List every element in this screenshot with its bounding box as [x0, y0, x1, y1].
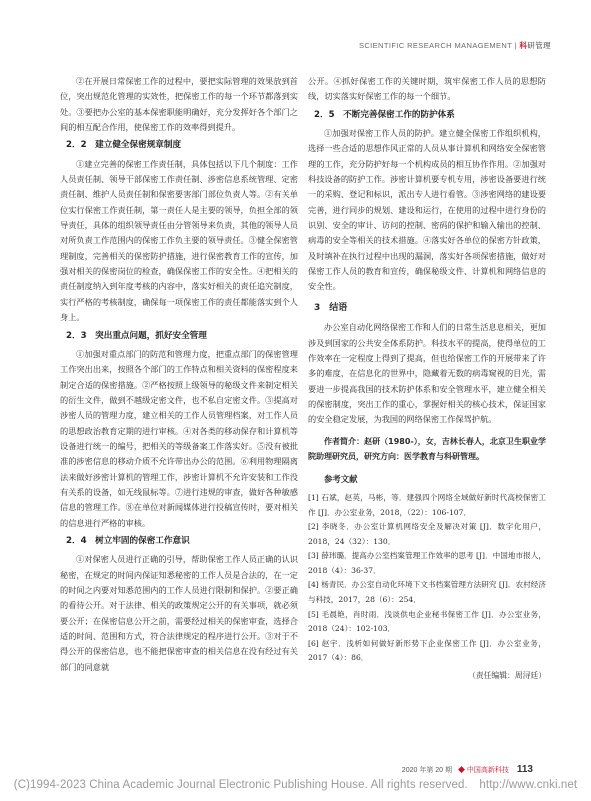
page-footer — [402, 764, 533, 775]
section-heading-2-4: 2．4 树立牢固的保密工作意识 — [66, 535, 190, 546]
reference-item: [3] 薛玮璐．提高办公室档案管理工作效率的思考 [J]．中国地市报人，2018（4）：36-37． — [308, 551, 546, 575]
running-header — [359, 40, 551, 51]
paragraph: ①对保密人员进行正确的引导，帮助保密工作人员正确的认识秘密，在规定的时间内保证知悉秘密的工作人员是合法的，在一定的时间之内要对知悉范围内的工作人员进行限制和保护。②要正确的看待公开。对于法律、相关的政策规定公开的有关事项，就必须要公开；在保密信息公开之前，需要经过相关的保密审查，选择合适的时间、范围和方式，符合法律规定的程序进行公开。③对于不得公开的保密信息，也不能把保密审查的相关信息在没有经过有关部门的同意就 — [60, 554, 298, 672]
issue-label: 2020 年第 20 期 — [401, 767, 452, 774]
journal-name-en: SCIENTIFIC RESEARCH MANAGEMENT | — [358, 41, 517, 50]
paragraph: ①建立完善的保密工作责任制，具体包括以下几个制度：工作人员责任制、领导干部保密工作责任制、涉密信息系统管理、定密责任制、维护人员责任制和保密要害部门部位负责人等。②有关单位实行保密工作责任制，第一责任人是主要的领导，负担全部的领导责任，具体的组织领导责任由分管领导来负责，其他的领导人员对所负责工作范围内的保密工作负主要的领导责任。③健全保密管理制度，完善相关的保密防护措施，进行保密教育工作的宣传，加强对相关的保密岗位的检查，确保保密工作的安全性。④把相关的责任制度纳入到年度考核的内容中，落实好相关的责任追究制度，实行严格的考核制度，确保每一项保密工作的责任都能落实到个人身上。 — [60, 158, 298, 323]
reference-item: [6] 赵宇．浅析如何做好新形势下企业保密工作 [J]．办公室业务，2017（4）：86． — [308, 638, 546, 663]
responsible-editor: （责任编辑：周浔廷） — [468, 671, 546, 681]
section-heading-2-2: 2．2 建立健全保密规章制度 — [66, 140, 182, 151]
journal-logo-text: 研管理 — [527, 41, 551, 50]
paragraph: ①加强对重点部门的防范和管理力度，把重点部门的保密管理工作突出出来，按照各个部门的工作特点和相关资料的保密程度来制定合适的保密措施。②严格按照上级领导的秘级文件来制定相关的衍生文件，做到不越级定密文件，也不私自定密文件。③提高对涉密人员的管理力度，建立相关的工作人员管理档案，对工作人员的思想政治教育定期的进行审核。④对各类的移动保存和计算机等设备进行统一的编号，把相关的等级备案工作落实好。⑤没有被批准的涉密信息的移动介质不允许带出办公的范围。⑥利用物理隔离法来做好涉密计算机的管理工作，涉密计算机不允许安装和工作没有关系的设备，如无线鼠标等。⑦进行违规的审查，做好各种敏感信息的管理工作。⑧在单位对新闻媒体进行投稿宣传时，要对相关的信息进行严格的审核。 — [60, 348, 298, 528]
copyright-watermark: (C)1994-2023 China Academic Journal Electronic Publishing House. All rights reserved. http://www.cnki.net — [13, 779, 578, 791]
paragraph: 办公室自动化网络保密工作和人们的日常生活息息相关，更加涉及到国家的公共安全体系防护。科技水平的提高，使得单位的工作效率在一定程度上得到了提高，但也给保密工作的开展带来了许多的难度，在信息化的世界中，隐藏着无数的病毒窥视的目光，需要进一步提高我国的技术防护体系和安全管理水平，建立健全相关的保密制度，突出工作的重心，掌握好相关的核心技术，保证国家的安全稳定发展，为我国的网络保密工作保驾护航。 — [308, 322, 546, 425]
reference-item: [1] 石斌，赵英，马彬，等．建强四个网络全域做好新时代高校保密工作 [J]．办公室业务，2018，（22）：106-107． — [308, 492, 546, 517]
reference-item: [2] 李晓冬．办公室计算机网络安全及解决对策 [J]．数字化用户，2018，24（32）：130． — [308, 522, 546, 546]
paragraph: 公开。④抓好保密工作的关键时期，筑牢保密工作人员的思想防线，切实落实好保密工作的每一个细节。 — [308, 76, 546, 102]
page-number: 113 — [516, 764, 533, 775]
author-bio: 作者简介：赵研（1980-），女，吉林长春人，北京卫生职业学院助理研究员，研究方向：医学教育与科研管理。 — [308, 436, 546, 461]
reference-item: [4] 杨青民．办公室自动化环境下文书档案管理方法研究 [J]．农村经济与科技，2017，28（6）：254． — [308, 580, 546, 605]
left-column — [60, 74, 298, 675]
right-column — [308, 74, 546, 683]
reference-item: [5] 毛晨艳，肖时雨．浅谈供电企业秘书保密工作 [J]．办公室业务，2018（24）：102-103． — [308, 609, 546, 634]
journal-logo-char: 科 — [519, 41, 528, 50]
section-heading-2-3: 2．3 突出重点问题，抓好安全管理 — [66, 330, 207, 341]
paragraph: ②在开展日常保密工作的过程中，要把实际管理的效果放到首位，突出规范化管理的实效性，把保密工作的每一个环节都落到实处。③要把办公室的基本保密职能明确好，充分发挥好各个部门之间的相互配合作用，使保密工作的效率得到提升。 — [60, 76, 298, 133]
section-heading-2-5: 2．5 不断完善保密工作的防护体系 — [314, 109, 455, 120]
reference-list — [308, 491, 546, 666]
section-heading-conclusion: 3 结语 — [314, 302, 348, 313]
paragraph: ①加强对保密工作人员的防护。建立健全保密工作组织机构，选择一些合适的思想作风正常的人员从事计算机和网络安全保密管理的工作，充分防护好每一个机构成员的相互协作作用。②加强对科技设备的防护工作。涉密计算机要专机专用，涉密设备要进行统一的采购、登记和标识，派出专人进行看管。③涉密网络的建设要完善，进行同步的规划、建设和运行，在使用的过程中进行身份的识别、安全的审计、访问的控制、密码的保护和输入输出的控制、病毒的安全等相关的技术措施。④落实好各单位的保密方针政策，及时填补在执行过程中出现的漏洞，落实好各项保密措施，做好对保密工作人员的教育和宣传，确保秘级文件、计算机和网络信息的安全性。 — [308, 128, 546, 292]
footer-logo: ◆ 中国高新科技 — [457, 767, 509, 774]
references-heading: 参考文献 — [324, 473, 358, 484]
